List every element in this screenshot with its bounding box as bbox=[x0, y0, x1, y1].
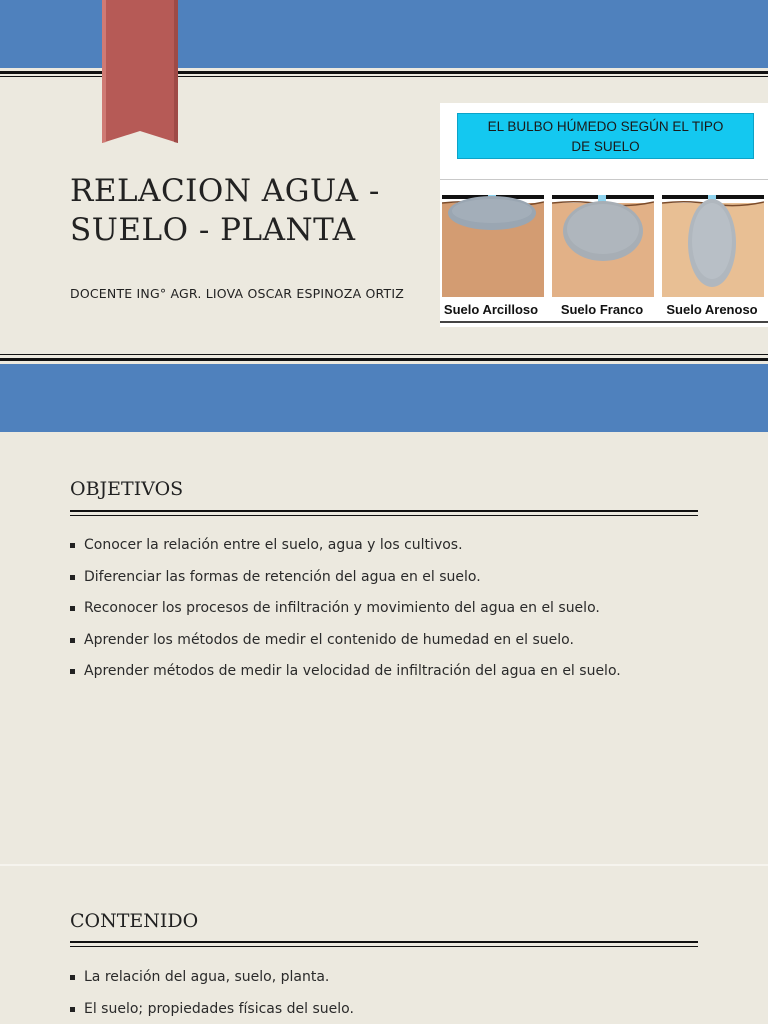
list-item-text: El suelo; propiedades físicas del suelo. bbox=[84, 1000, 354, 1017]
bullet-icon bbox=[70, 669, 75, 674]
title-line-1: RELACION AGUA - bbox=[70, 173, 380, 209]
bottom-divider-thin bbox=[0, 354, 768, 355]
sandy-soil-illustration bbox=[662, 195, 764, 297]
bullet-icon bbox=[70, 975, 75, 980]
contents-rule-thick bbox=[70, 941, 698, 943]
bullet-icon bbox=[70, 575, 75, 580]
contents-list bbox=[70, 967, 720, 1024]
contents-heading: CONTENIDO bbox=[70, 910, 199, 932]
clay-soil-illustration bbox=[442, 195, 544, 297]
loam-soil-label: Suelo Franco bbox=[560, 302, 644, 317]
list-item bbox=[70, 967, 720, 999]
contents-rule-thin bbox=[70, 946, 698, 947]
list-item bbox=[70, 598, 720, 630]
list-item-text: Aprender los métodos de medir el contenido de humedad en el suelo. bbox=[84, 631, 574, 648]
list-item-text: Diferenciar las formas de retención del agua en el suelo. bbox=[84, 568, 481, 585]
contents-slide bbox=[0, 866, 768, 1024]
bottom-color-band bbox=[0, 364, 768, 432]
loam-soil-illustration bbox=[552, 195, 654, 297]
objectives-slide bbox=[0, 432, 768, 864]
objectives-heading: OBJETIVOS bbox=[70, 478, 184, 500]
objectives-list bbox=[70, 535, 720, 693]
list-item-text: Conocer la relación entre el suelo, agua y los cultivos. bbox=[84, 537, 463, 553]
clay-soil-label: Suelo Arcilloso bbox=[443, 302, 539, 317]
bullet-icon bbox=[70, 543, 75, 548]
bullet-icon bbox=[70, 1007, 75, 1012]
title-line-2: SUELO - PLANTA bbox=[70, 212, 356, 248]
list-item-text: La relación del agua, suelo, planta. bbox=[84, 969, 330, 985]
title-slide bbox=[0, 0, 768, 432]
figure-caption bbox=[457, 113, 754, 159]
list-item bbox=[70, 661, 720, 693]
list-item bbox=[70, 999, 720, 1024]
objectives-rule-thin bbox=[70, 515, 698, 516]
list-item bbox=[70, 630, 720, 662]
bookmark-ribbon bbox=[100, 0, 180, 143]
bullet-icon bbox=[70, 606, 75, 611]
wet-bulb-figure bbox=[440, 103, 768, 327]
sandy-soil-label: Suelo Arenoso bbox=[666, 302, 758, 317]
list-item-text: Reconocer los procesos de infiltración y movimiento del agua en el suelo. bbox=[84, 600, 600, 616]
list-item bbox=[70, 567, 720, 599]
list-item-text: Aprender métodos de medir la velocidad de infiltración del agua en el suelo. bbox=[84, 663, 621, 679]
figure-caption-line-2: DE SUELO bbox=[571, 139, 640, 154]
presentation-title bbox=[70, 172, 430, 250]
presenter-subtitle: DOCENTE ING° AGR. LIOVA OSCAR ESPINOZA ORTIZ bbox=[70, 286, 404, 301]
figure-caption-line-1: EL BULBO HÚMEDO SEGÚN EL TIPO bbox=[487, 119, 724, 134]
bullet-icon bbox=[70, 638, 75, 643]
objectives-rule-thick bbox=[70, 510, 698, 512]
list-item bbox=[70, 535, 720, 567]
figure-divider bbox=[440, 179, 768, 180]
bottom-divider-thick bbox=[0, 358, 768, 361]
figure-base-line bbox=[440, 321, 768, 323]
